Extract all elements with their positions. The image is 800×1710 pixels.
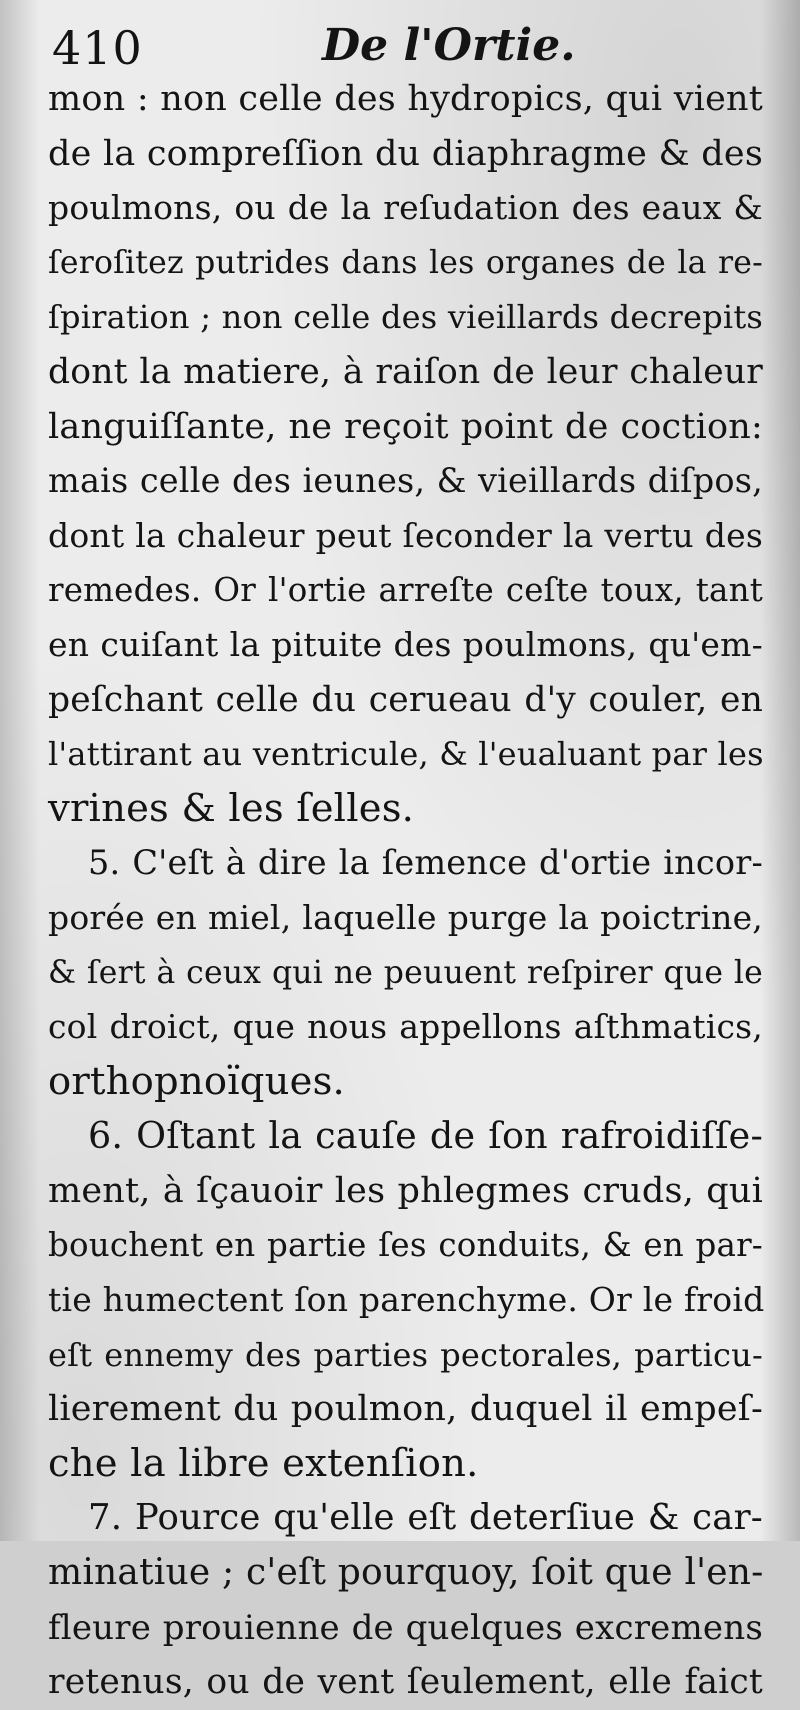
text-line: 7. Pource qu'elle eſt deterſiue & car-	[88, 1497, 763, 1539]
text-line: che la libre extenſion.	[48, 1440, 479, 1486]
text-line: 6. Oſtant la cauſe de ſon rafroidiſſe-	[88, 1114, 763, 1158]
text-line: dont la chaleur peut ſeconder la vertu des	[48, 515, 763, 555]
text-line: orthopnoïques.	[48, 1058, 345, 1104]
text-line: col droict, que nous appellons aſthmatics,	[48, 1007, 763, 1047]
text-line: peſchant celle du cerueau d'y couler, en	[48, 679, 763, 720]
text-line: ment, à ſçauoir les phlegmes cruds, qui	[48, 1170, 763, 1211]
text-line: languiſſante, ne reçoit point de coction:	[48, 406, 763, 447]
text-line: 5. C'eſt à dire la ſemence d'ortie incor-	[88, 843, 763, 883]
text-line: vrines & les ſelles.	[48, 785, 415, 831]
text-line: retenus, ou de vent ſeulement, elle faict	[48, 1662, 763, 1703]
text-line: mais celle des ieunes, & vieillards diſpos,	[48, 461, 763, 501]
text-line: porée en miel, laquelle purge la poictrine,	[48, 897, 763, 937]
text-line: ſeroſitez putrides dans les organes de la re-	[48, 244, 763, 281]
text-line: minatiue ; c'eſt pourquoy, ſoit que l'en-	[48, 1552, 764, 1594]
running-head: De l'Ortie.	[322, 20, 576, 71]
text-line: fleure prouienne de quelques excremens	[48, 1607, 763, 1648]
text-line: dont la matiere, à raiſon de leur chaleur	[48, 351, 763, 392]
text-line: tie humectent ſon parenchyme. Or le froid	[48, 1280, 765, 1320]
text-line: remedes. Or l'ortie arreſte ceſte toux, tant	[48, 571, 763, 610]
text-line: & ſert à ceux qui ne peuuent reſpirer que le	[48, 954, 763, 991]
text-line: mon : non celle des hydropics, qui vient	[48, 79, 763, 119]
text-line: bouchent en partie ſes conduits, & en par-	[48, 1226, 763, 1265]
text-line: poulmons, ou de la reſudation des eaux &	[48, 188, 763, 228]
page-number: 410	[52, 21, 143, 75]
text-line: eſt ennemy des parties pectorales, particu-	[48, 1335, 763, 1374]
text-line: en cuiſant la pituite des poulmons, qu'em-	[48, 624, 763, 664]
text-line: lierement du poulmon, duquel il empeſ-	[48, 1389, 763, 1430]
text-line: l'attirant au ventricule, & l'eualuant par les	[48, 735, 764, 774]
body-text	[48, 72, 763, 1710]
text-line: de la compreſſion du diaphragme & des	[48, 133, 763, 174]
text-line: ſpiration ; non celle des vieillards decrepits	[48, 298, 763, 337]
